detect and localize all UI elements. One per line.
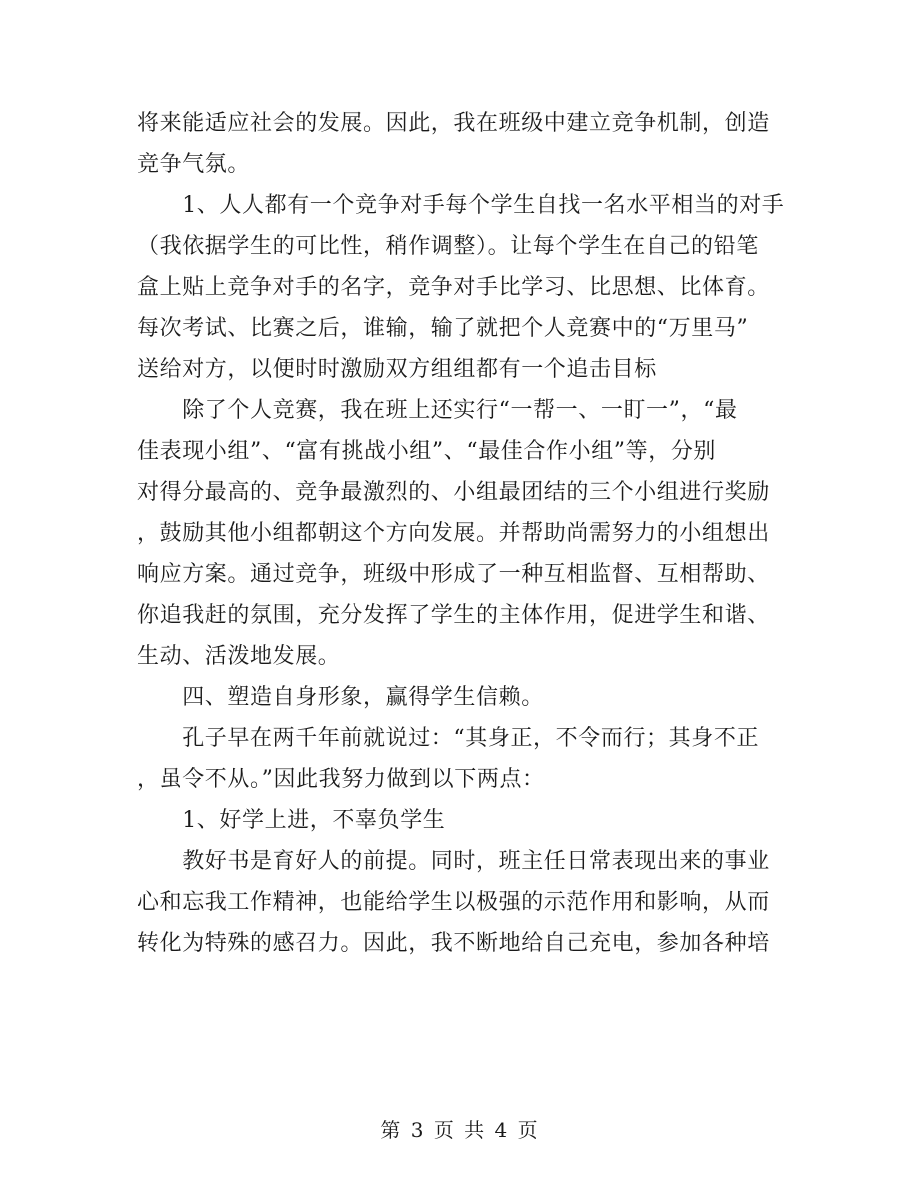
text-line: 转化为特殊的感召力。因此，我不断地给自己充电，参加各种培	[137, 931, 770, 956]
text-line: 教好书是育好人的前提。同时，班主任日常表现出来的事业	[137, 849, 770, 874]
text-line: 对得分最高的、竞争最激烈的、小组最团结的三个小组进行奖励	[137, 480, 770, 505]
section-heading: 四、塑造自身形象，赢得学生信赖。	[137, 685, 544, 710]
text-line: 除了个人竞赛，我在班上还实行“一帮一、一盯一”，“最	[137, 398, 738, 423]
text-line: 1、人人都有一个竞争对手每个学生自找一名水平相当的对手	[137, 193, 785, 218]
subsection-heading: 1、好学上进，不辜负学生	[137, 808, 446, 833]
body-text	[137, 103, 785, 964]
text-line: （我依据学生的可比性，稍作调整）。让每个学生在自己的铅笔	[137, 234, 759, 259]
text-line: 每次考试、比赛之后，谁输，输了就把个人竞赛中的“万里马”	[137, 316, 749, 341]
text-line: 将来能适应社会的发展。因此，我在班级中建立竞争机制，创造	[137, 111, 770, 136]
text-line: 心和忘我工作精神，也能给学生以极强的示范作用和影响，从而	[137, 890, 770, 915]
text-line: 盒上贴上竞争对手的名字，竞争对手比学习、比思想、比体育。	[137, 275, 770, 300]
text-line: 响应方案。通过竞争，班级中形成了一种互相监督、互相帮助、	[137, 562, 770, 587]
text-line: 送给对方，以便时时激励双方组组都有一个追击目标	[137, 357, 657, 382]
text-line: 生动、活泼地发展。	[137, 644, 341, 669]
text-line: 竞争气氛。	[137, 152, 251, 177]
text-line: 佳表现小组”、“富有挑战小组”、“最佳合作小组”等，分别	[137, 439, 717, 464]
text-line: 你追我赶的氛围，充分发挥了学生的主体作用，促进学生和谐、	[137, 603, 770, 628]
page-number-footer: 第 3 页 共 4 页	[380, 1118, 540, 1142]
text-line: 孔子早在两千年前就说过：“其身正，不令而行；其身不正	[137, 726, 760, 751]
text-line: ，虽令不从。”因此我努力做到以下两点：	[137, 767, 545, 792]
text-line: ，鼓励其他小组都朝这个方向发展。并帮助尚需努力的小组想出	[137, 521, 770, 546]
